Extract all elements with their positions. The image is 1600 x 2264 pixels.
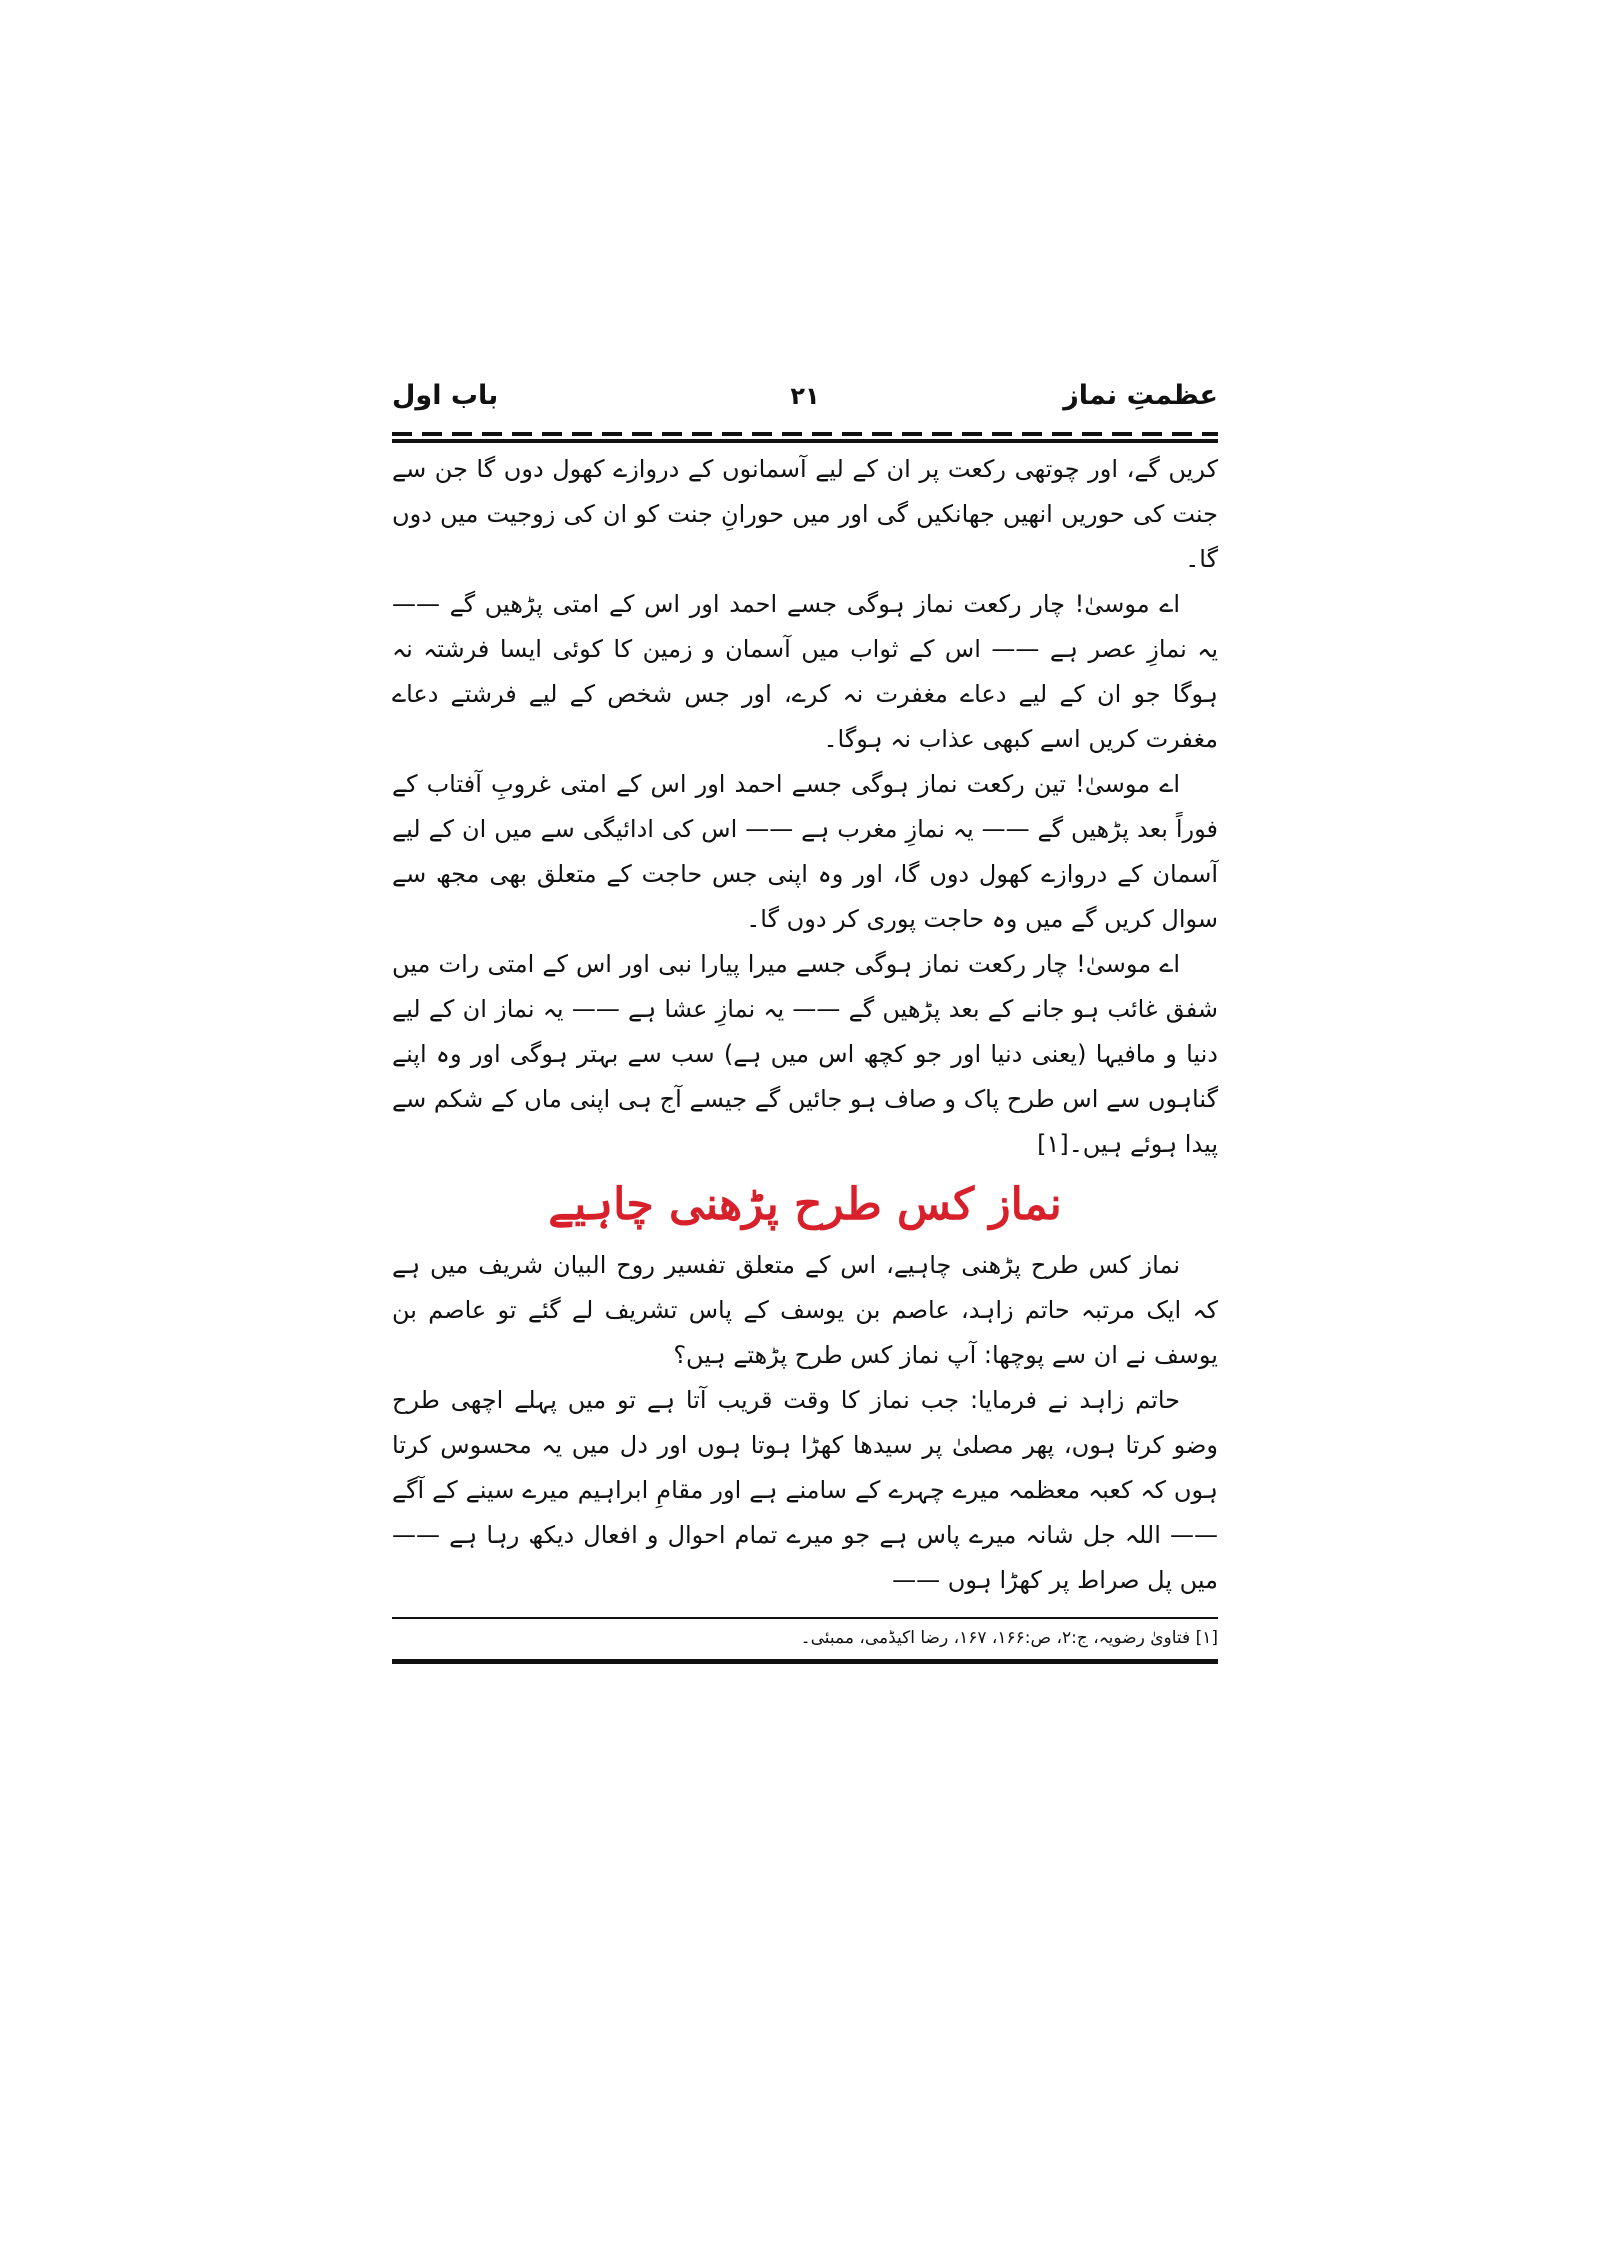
paragraph: اے موسیٰ! چار رکعت نماز ہوگی جسے میرا پیارا نبی اور اس کے امتی رات میں شفق غائب ہو جانے کے بعد پڑھیں گے —— یہ نمازِ عشا ہے —— یہ نماز ان کے لیے دنیا و مافیہا (یعنی دنیا اور جو کچھ اس میں ہے) سب سے بہتر ہوگی اور وہ اپنے گناہوں سے اس طرح پاک و صاف ہو جائیں گے جیسے آج ہی اپنی ماں کے شکم سے پیدا ہوئے ہیں۔[۱]	[392, 950, 1218, 1158]
section-heading: نماز کس طرح پڑھنی چاہیے	[548, 1179, 1062, 1230]
header-dashed-rule	[392, 432, 1218, 436]
page-number: ۲۱	[790, 382, 820, 410]
header-solid-rule	[392, 439, 1218, 443]
page-header	[392, 380, 1218, 430]
book-page	[392, 380, 1218, 1880]
section-text	[392, 1243, 1218, 1603]
paragraph: کریں گے، اور چوتھی رکعت پر ان کے لیے آسمانوں کے دروازے کھول دوں گا جن سے جنت کی حوریں انھیں جھانکیں گی اور میں حورانِ جنت کو ان کی زوجیت میں دوں گا۔	[392, 455, 1218, 573]
paragraph: نماز کس طرح پڑھنی چاہیے، اس کے متعلق تفسیر روح البیان شریف میں ہے کہ ایک مرتبہ حاتم زاہد، عاصم بن یوسف کے پاس تشریف لے گئے تو عاصم بن یوسف نے ان سے پوچھا: آپ نماز کس طرح پڑھتے ہیں؟	[392, 1251, 1218, 1369]
book-title: عظمتِ نماز	[1063, 380, 1218, 411]
paragraph: حاتم زاہد نے فرمایا: جب نماز کا وقت قریب آتا ہے تو میں پہلے اچھی طرح وضو کرتا ہوں، پھر مصلیٰ پر سیدھا کھڑا ہوتا ہوں اور دل میں یہ محسوس کرتا ہوں کہ کعبہ معظمہ میرے چہرے کے سامنے ہے اور مقامِ ابراہیم میرے سینے کے آگے —— اللہ جل شانہ میرے پاس ہے جو میرے تمام احوال و افعال دیکھ رہا ہے —— میں پل صراط پر کھڑا ہوں ——	[392, 1386, 1218, 1594]
main-text	[392, 447, 1218, 1167]
paragraph: اے موسیٰ! تین رکعت نماز ہوگی جسے احمد اور اس کے امتی غروبِ آفتاب کے فوراً بعد پڑھیں گے —— یہ نمازِ مغرب ہے —— اس کی ادائیگی سے میں ان کے لیے آسمان کے دروازے کھول دوں گا، اور وہ اپنی جس حاجت کے متعلق بھی مجھ سے سوال کریں گے میں وہ حاجت پوری کر دوں گا۔	[392, 770, 1218, 933]
bottom-rule	[392, 1659, 1218, 1664]
paragraph: اے موسیٰ! چار رکعت نماز ہوگی جسے احمد اور اس کے امتی پڑھیں گے —— یہ نمازِ عصر ہے —— اس کے ثواب میں آسمان و زمین کا کوئی ایسا فرشتہ نہ ہوگا جو ان کے لیے دعاے مغفرت نہ کرے، اور جس شخص کے لیے فرشتے دعاے مغفرت کریں اسے کبھی عذاب نہ ہوگا۔	[392, 590, 1218, 753]
chapter-title: باب اول	[392, 380, 499, 411]
footnote: [۱] فتاویٰ رضویہ، ج:۲، ص:۱۶۶، ۱۶۷، رضا اکیڈمی، ممبئی۔	[800, 1628, 1218, 1648]
